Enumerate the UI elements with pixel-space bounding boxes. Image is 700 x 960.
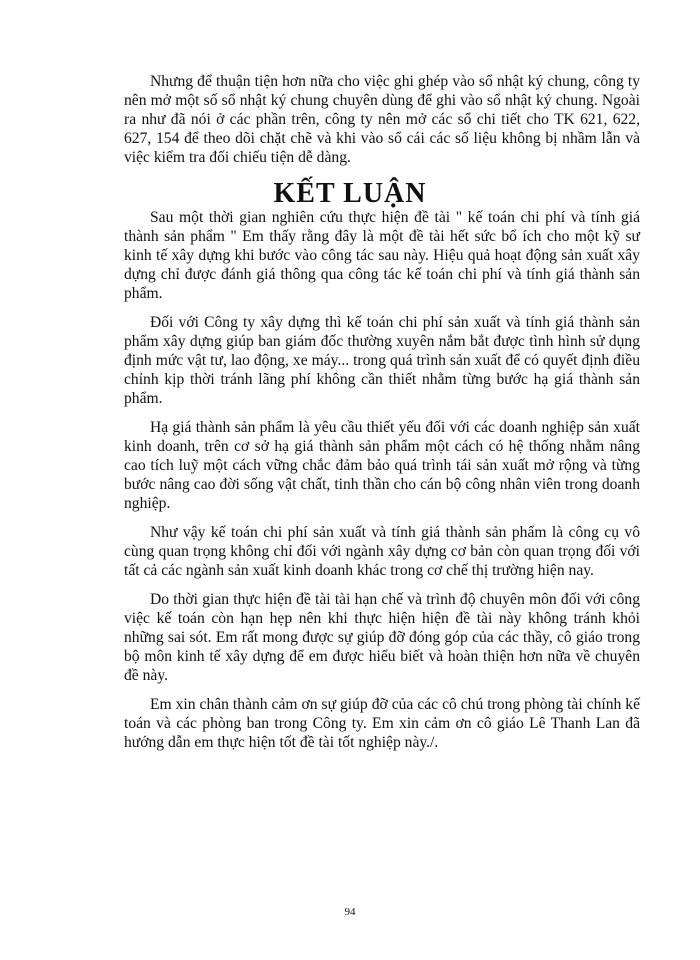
paragraph-4: Như vậy kế toán chi phí sản xuất và tính giá thành sản phẩm là công cụ vô cùng quan trọng không chỉ đối với ngành xây dựng cơ bản còn quan trọng đối với tất cả các ngành sản xuất kinh doanh khác trong cơ chế thị trường hiện nay. (124, 524, 640, 579)
paragraph-3: Hạ giá thành sản phẩm là yêu cầu thiết yếu đối với các doanh nghiệp sản xuất kinh doanh, trên cơ sở hạ giá thành sản phẩm một cách có hệ thống nhằm nâng cao tích luỹ một cách vững chắc đảm bảo quá trình tái sản xuất mở rộng và từng bước nâng cao đời sống vật chất, tinh thần cho cán bộ công nhân viên trong doanh nghiệp. (124, 419, 640, 512)
paragraph-1: Sau một thời gian nghiên cứu thực hiện đề tài " kế toán chi phí và tính giá thành sản phẩm " Em thấy rằng đây là một đề tài hết sức bổ ích cho một kỹ sư kinh tế xây dựng khi bước vào công tác sau này. Hiệu quả hoạt động sản xuất xây dựng chỉ được đánh giá thông qua công tác kế toán chi phí và tính giá thành sản phẩm. (124, 209, 640, 302)
paragraph-6: Em xin chân thành cảm ơn sự giúp đỡ của các cô chú trong phòng tài chính kế toán và các phòng ban trong Công ty. Em xin cảm ơn cô giáo Lê Thanh Lan đã hướng dẫn em thực hiện tốt đề tài tốt nghiệp này./. (124, 696, 640, 751)
paragraph-5: Do thời gian thực hiện đề tài tài hạn chế và trình độ chuyên môn đối với công việc kế toán còn hạn hẹp nên khi thực hiện hiện đề tài này không tránh khỏi những sai sót. Em rất mong được sự giúp đỡ đóng góp của các thầy, cô giáo trong bộ môn kinh tế xây dựng để em được hiểu biết và hoàn thiện hơn nữa về chuyên đề này. (124, 591, 640, 684)
section-title: KẾT LUẬN (273, 178, 427, 209)
intro-section (124, 72, 640, 167)
page-number: 94 (344, 906, 356, 918)
conclusion-body (124, 208, 640, 762)
paragraph-2: Đối với Công ty xây dựng thì kế toán chi phí sản xuất và tính giá thành sản phẩm xây dựng giúp ban giám đốc thường xuyên nắm bắt được tình hình sử dụng định mức vật tư, lao động, xe máy... trong quá trình sản xuất để có quyết định điều chỉnh kịp thời tránh lãng phí không cần thiết nhằm từng bước hạ giá thành sản phẩm. (124, 314, 640, 407)
intro-paragraph: Nhưng để thuận tiện hơn nữa cho việc ghi ghép vào sổ nhật ký chung, công ty nên mở một số sổ nhật ký chung chuyên dùng để ghi vào sổ nhật ký chung. Ngoài ra như đã nói ở các phần trên, công ty nên mở các sổ chi tiết cho TK 621, 622, 627, 154 để theo dõi chặt chẽ và khi vào sổ cái các số liệu không bị nhầm lẫn và việc kiểm tra đối chiếu tiện dễ dàng. (124, 73, 640, 166)
